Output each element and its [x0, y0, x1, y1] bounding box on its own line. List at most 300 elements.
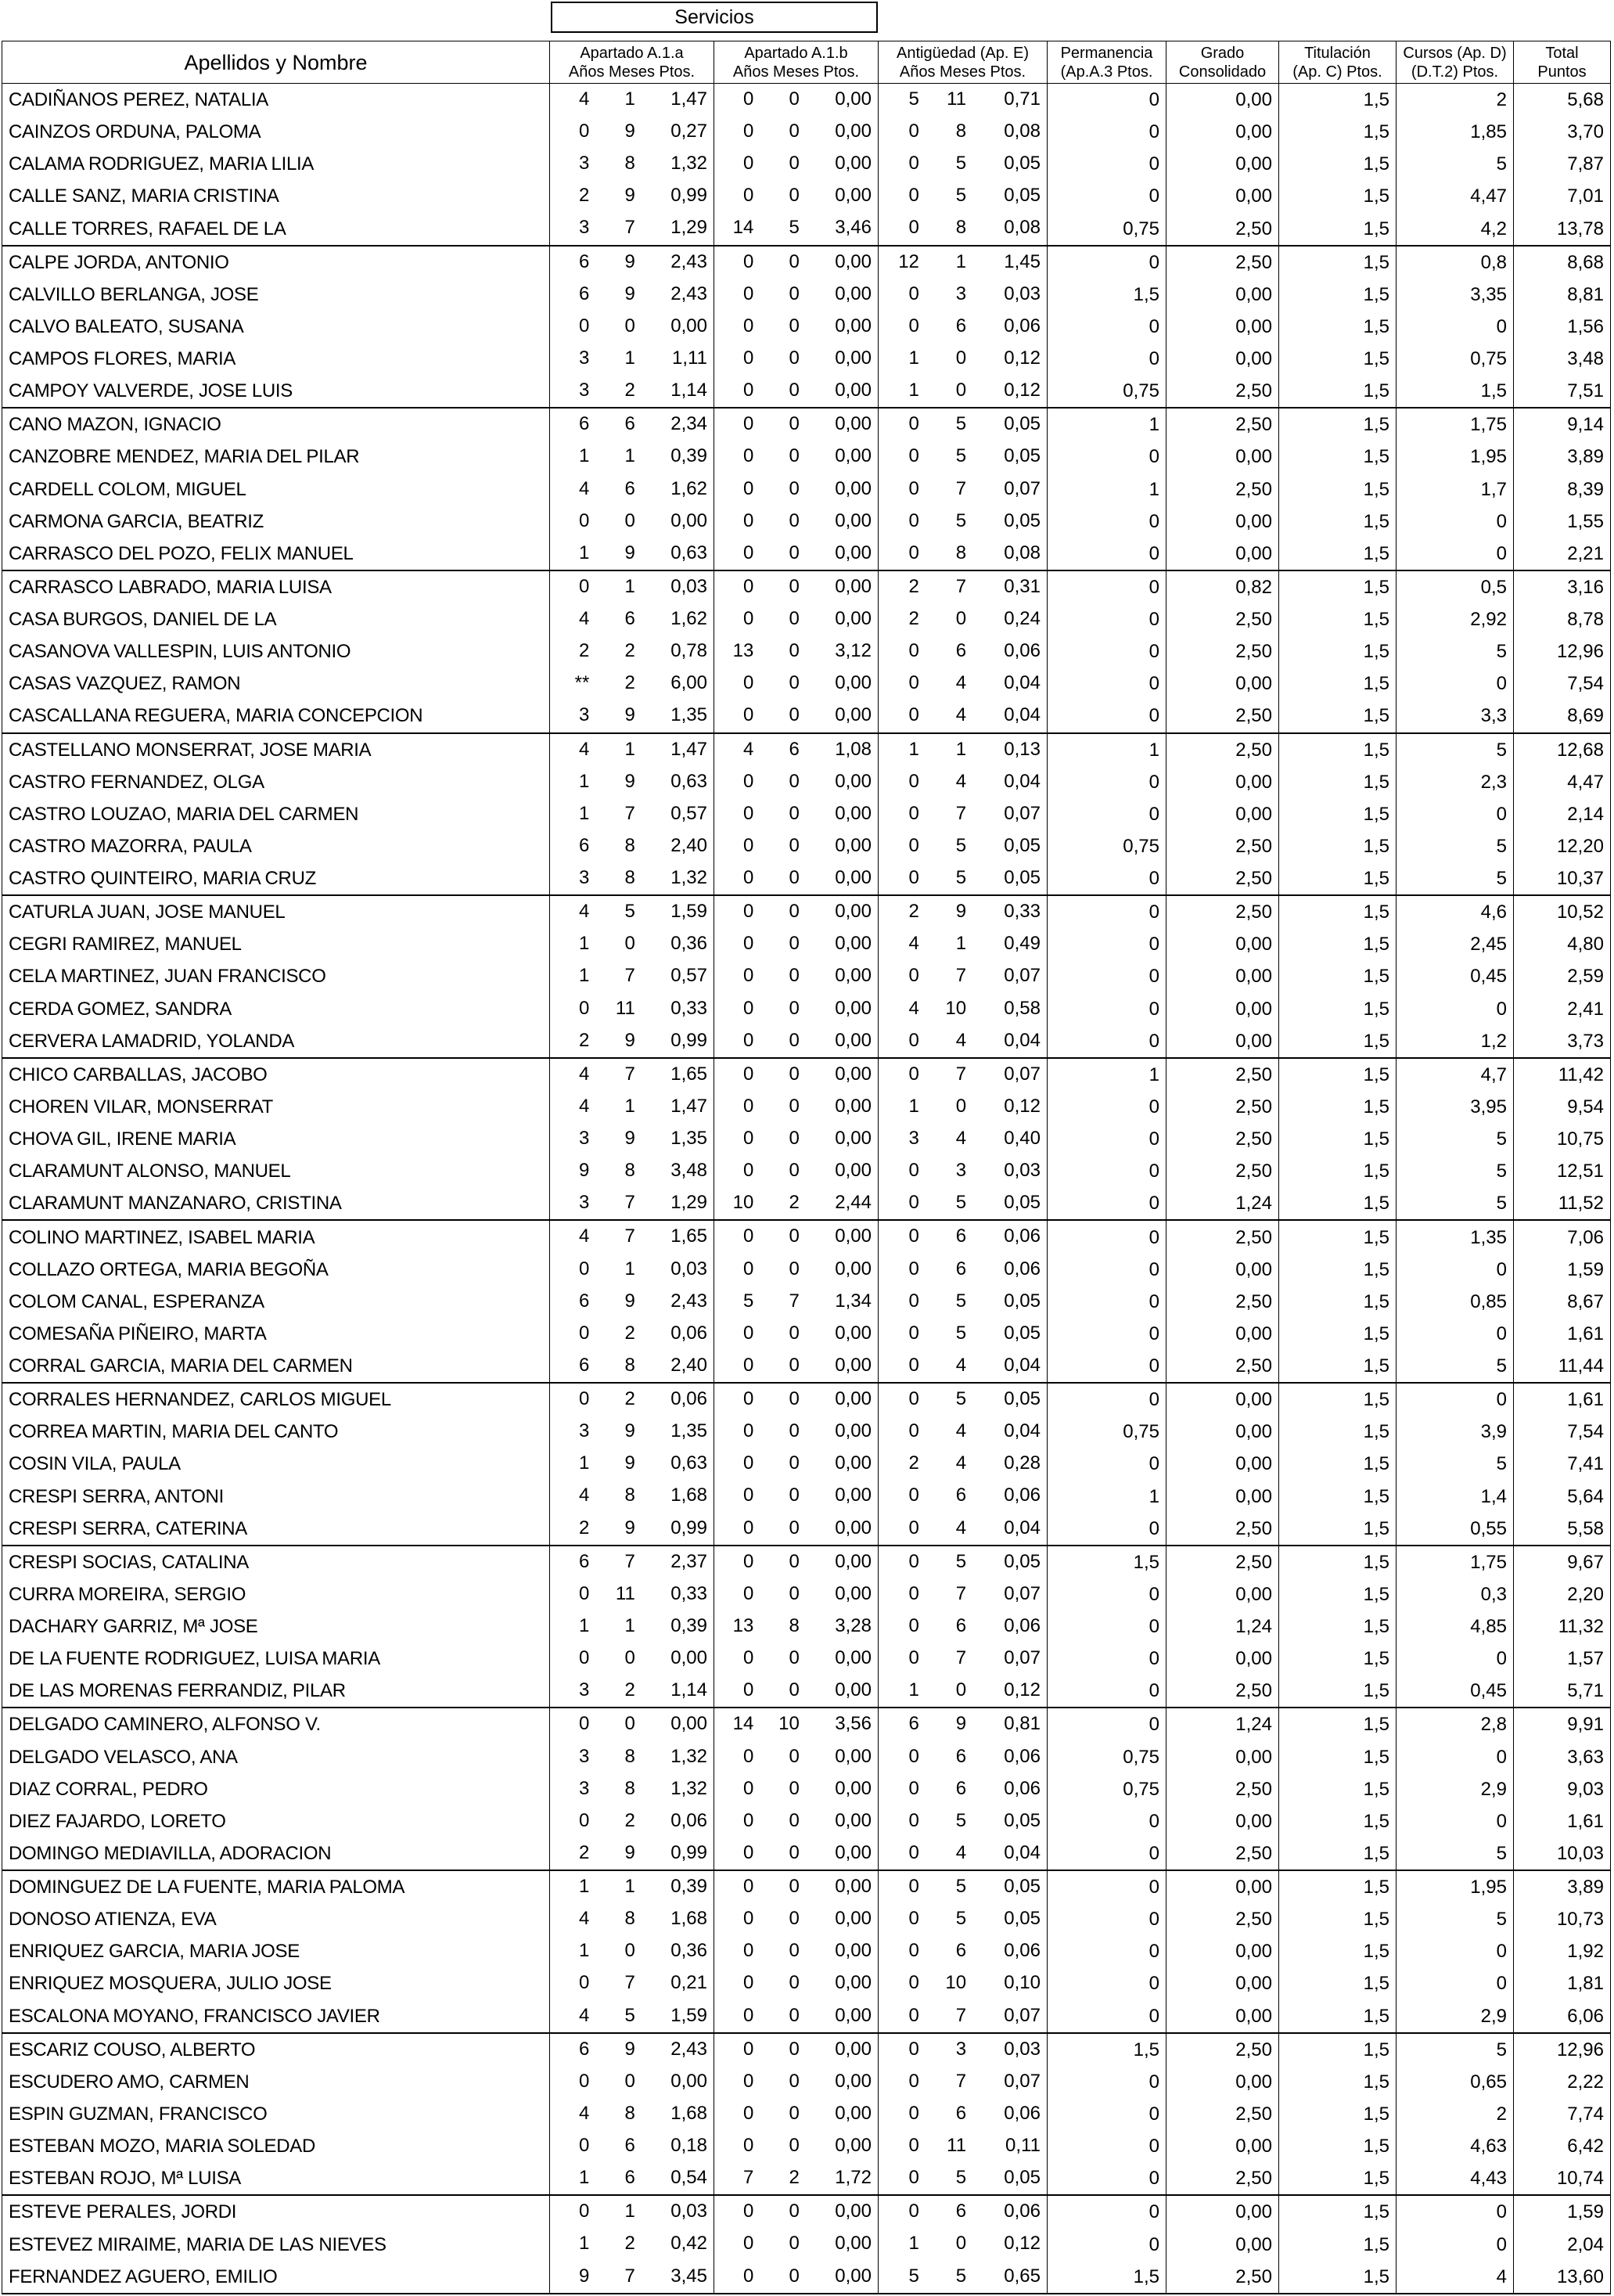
a1a-cell — [550, 506, 714, 538]
permanencia-cell: 0 — [1048, 148, 1166, 180]
a1b-cell-values — [714, 1254, 878, 1286]
months-cell: 5 — [955, 2265, 967, 2287]
antiguedad-cell — [879, 473, 1048, 506]
years-cell: 3 — [578, 867, 590, 889]
a1a-cell-values — [550, 1643, 714, 1675]
a1a-cell — [550, 1254, 714, 1286]
a1a-cell — [550, 1903, 714, 1935]
months-cell: 1 — [624, 445, 635, 467]
name-cell: CERDA GOMEZ, SANDRA — [2, 993, 550, 1025]
points-cell: 1,47 — [670, 1095, 707, 1117]
antiguedad-cell — [879, 212, 1048, 245]
points-cell: 0,00 — [835, 802, 872, 824]
a1a-cell — [550, 1578, 714, 1610]
name-cell: COLINO MARTINEZ, ISABEL MARIA — [2, 1220, 550, 1253]
a1a-cell-values — [550, 1254, 714, 1286]
titulacion-cell: 1,5 — [1279, 1903, 1397, 1935]
months-cell: 4 — [955, 1452, 967, 1474]
a1a-cell — [550, 603, 714, 635]
months-cell: 7 — [955, 965, 967, 987]
months-cell: 0 — [789, 1388, 800, 1410]
points-cell: 0,05 — [1004, 1192, 1041, 1214]
years-cell: 0 — [908, 2038, 919, 2060]
months-cell: 9 — [624, 121, 635, 142]
a1b-cell — [714, 700, 879, 732]
table-row — [2, 1155, 1611, 1187]
years-cell: 0 — [742, 1128, 754, 1150]
points-cell: 0,49 — [1004, 933, 1041, 955]
permanencia-cell: 0 — [1048, 570, 1166, 603]
months-cell: 0 — [789, 2233, 800, 2255]
points-cell: 0,24 — [1004, 608, 1041, 630]
points-cell: 0,06 — [1004, 1745, 1041, 1767]
months-cell: 8 — [624, 2102, 635, 2124]
table-row — [2, 473, 1611, 506]
name-cell: CAMPOS FLORES, MARIA — [2, 343, 550, 375]
col-a1a-header — [550, 41, 714, 84]
permanencia-cell: 0 — [1048, 668, 1166, 700]
months-cell: 11 — [947, 2135, 967, 2157]
grado-cell: 0,00 — [1166, 84, 1279, 117]
a1a-cell — [550, 895, 714, 928]
table-row — [2, 343, 1611, 375]
antiguedad-cell-values — [879, 279, 1047, 311]
name-cell: CORREA MARTIN, MARIA DEL CANTO — [2, 1416, 550, 1448]
a1b-cell — [714, 570, 879, 603]
points-cell: 0,99 — [670, 1517, 707, 1538]
antiguedad-cell-values — [879, 375, 1047, 407]
points-cell: 0,00 — [835, 315, 872, 336]
permanencia-cell: 0 — [1048, 116, 1166, 148]
antiguedad-cell-values — [879, 830, 1047, 862]
points-cell: 0,33 — [1004, 901, 1041, 923]
name-cell: DOMINGO MEDIAVILLA, ADORACION — [2, 1837, 550, 1870]
months-cell: 6 — [955, 640, 967, 662]
points-cell: 2,43 — [670, 283, 707, 304]
months-cell: 0 — [955, 1095, 967, 1117]
years-cell: 0 — [742, 1777, 754, 1799]
cursos-cell: 5 — [1397, 148, 1514, 180]
antiguedad-cell — [879, 1870, 1048, 1903]
grado-cell: 2,50 — [1166, 862, 1279, 895]
a1a-cell — [550, 635, 714, 668]
antiguedad-cell-values — [879, 1610, 1047, 1643]
points-cell: 0,07 — [1004, 1063, 1041, 1085]
years-cell: 3 — [578, 1777, 590, 1799]
grado-cell: 2,50 — [1166, 733, 1279, 766]
months-cell: 9 — [624, 1128, 635, 1150]
antiguedad-cell — [879, 1058, 1048, 1091]
months-cell: 4 — [955, 1517, 967, 1538]
a1b-cell — [714, 766, 879, 798]
col-antiguedad-header — [879, 41, 1048, 84]
months-cell: 0 — [789, 1420, 800, 1442]
points-cell: 0,40 — [1004, 1128, 1041, 1150]
a1b-cell — [714, 1058, 879, 1091]
total-cell: 4,47 — [1514, 766, 1611, 798]
a1b-cell — [714, 1091, 879, 1123]
grado-cell: 0,00 — [1166, 1578, 1279, 1610]
months-cell: 0 — [789, 315, 800, 336]
points-cell: 0,06 — [1004, 1225, 1041, 1247]
points-cell: 0,06 — [1004, 1484, 1041, 1506]
servicios-header: Servicios — [551, 2, 878, 33]
table-row — [2, 798, 1611, 830]
a1a-cell — [550, 1837, 714, 1870]
permanencia-cell: 0 — [1048, 1870, 1166, 1903]
years-cell: 1 — [908, 347, 919, 369]
permanencia-cell: 0 — [1048, 2195, 1166, 2228]
antiguedad-cell-values — [879, 343, 1047, 375]
years-cell: 0 — [742, 1029, 754, 1051]
years-cell: 1 — [578, 965, 590, 987]
permanencia-cell: 0 — [1048, 766, 1166, 798]
points-cell: 0,00 — [835, 1420, 872, 1442]
antiguedad-cell — [879, 2228, 1048, 2260]
months-cell: 0 — [789, 1322, 800, 1344]
cursos-cell: 2 — [1397, 2098, 1514, 2130]
months-cell: 7 — [624, 217, 635, 239]
cursos-cell: 4,2 — [1397, 212, 1514, 245]
table-row — [2, 766, 1611, 798]
years-cell: 1 — [578, 445, 590, 467]
a1b-cell-values — [714, 1513, 878, 1545]
titulacion-cell: 1,5 — [1279, 279, 1397, 311]
months-cell: 5 — [955, 867, 967, 889]
points-cell: 2,34 — [670, 413, 707, 435]
antiguedad-cell — [879, 343, 1048, 375]
cursos-cell: 4,47 — [1397, 180, 1514, 212]
antiguedad-cell-values — [879, 668, 1047, 700]
months-cell: 2 — [624, 1322, 635, 1344]
points-cell: 0,00 — [835, 1128, 872, 1150]
grado-cell: 2,50 — [1166, 830, 1279, 862]
antiguedad-cell — [879, 928, 1048, 960]
antiguedad-cell — [879, 1416, 1048, 1448]
antiguedad-cell-values — [879, 1416, 1047, 1448]
months-cell: 9 — [624, 1290, 635, 1312]
months-cell: 7 — [624, 965, 635, 987]
points-cell: 0,00 — [835, 1647, 872, 1669]
points-cell: 1,32 — [670, 1745, 707, 1767]
name-cell: DIEZ FAJARDO, LORETO — [2, 1805, 550, 1837]
permanencia-cell: 0 — [1048, 1903, 1166, 1935]
points-cell: 0,00 — [835, 1029, 872, 1051]
name-cell: CRESPI SERRA, ANTONI — [2, 1480, 550, 1512]
a1b-cell-values — [714, 1123, 878, 1155]
months-cell: 0 — [789, 1908, 800, 1930]
years-cell: 0 — [742, 608, 754, 630]
years-cell: 0 — [742, 867, 754, 889]
cursos-cell: 2,3 — [1397, 766, 1514, 798]
points-cell: 1,59 — [670, 2004, 707, 2026]
months-cell: 4 — [955, 672, 967, 694]
points-cell: 0,00 — [835, 1388, 872, 1410]
cursos-cell: 0,3 — [1397, 1578, 1514, 1610]
years-cell: 0 — [742, 1908, 754, 1930]
months-cell: 2 — [789, 1192, 800, 1214]
name-cell: CASTRO FERNANDEZ, OLGA — [2, 766, 550, 798]
titulacion-cell: 1,5 — [1279, 1935, 1397, 1967]
a1b-cell-values — [714, 1480, 878, 1512]
points-cell: 0,05 — [1004, 509, 1041, 531]
cursos-cell: 1,7 — [1397, 473, 1514, 506]
years-cell: 4 — [742, 738, 754, 760]
grado-cell: 0,82 — [1166, 570, 1279, 603]
table-row — [2, 279, 1611, 311]
points-cell: 3,45 — [670, 2265, 707, 2287]
years-cell: 0 — [742, 1063, 754, 1085]
a1a-cell-values — [550, 1059, 714, 1091]
years-cell: 1 — [578, 542, 590, 563]
years-cell: 0 — [908, 1388, 919, 1410]
a1a-cell-values — [550, 116, 714, 148]
months-cell: 9 — [624, 1517, 635, 1538]
months-cell: 5 — [955, 1908, 967, 1930]
total-cell: 7,74 — [1514, 2098, 1611, 2130]
months-cell: 2 — [624, 2233, 635, 2255]
total-cell: 1,92 — [1514, 1935, 1611, 1967]
cursos-cell: 1,35 — [1397, 1220, 1514, 1253]
years-cell: 0 — [908, 2167, 919, 2189]
a1a-cell-values — [550, 1805, 714, 1837]
permanencia-cell: 0 — [1048, 84, 1166, 117]
points-cell: 0,00 — [835, 250, 872, 272]
titulacion-cell: 1,5 — [1279, 1058, 1397, 1091]
a1b-cell-values — [714, 1805, 878, 1837]
points-cell: 2,43 — [670, 250, 707, 272]
name-cell: ESTEBAN ROJO, Mª LUISA — [2, 2162, 550, 2195]
points-cell: 1,29 — [670, 217, 707, 239]
name-cell: CRESPI SOCIAS, CATALINA — [2, 1546, 550, 1578]
years-cell: 1 — [578, 1452, 590, 1474]
name-cell: CASA BURGOS, DANIEL DE LA — [2, 603, 550, 635]
a1a-cell-values — [550, 1384, 714, 1416]
antiguedad-cell — [879, 2261, 1048, 2294]
months-cell: 2 — [624, 672, 635, 694]
points-cell: 0,00 — [835, 1225, 872, 1247]
name-cell: CHICO CARBALLAS, JACOBO — [2, 1058, 550, 1091]
years-cell: 0 — [908, 2102, 919, 2124]
total-cell: 7,54 — [1514, 668, 1611, 700]
cursos-cell: 0,8 — [1397, 246, 1514, 279]
cursos-cell: 5 — [1397, 830, 1514, 862]
a1a-cell — [550, 700, 714, 732]
titulacion-cell: 1,5 — [1279, 2162, 1397, 2195]
points-cell: 0,00 — [835, 933, 872, 955]
points-cell: 0,04 — [1004, 1420, 1041, 1442]
points-cell: 1,14 — [670, 380, 707, 401]
a1a-cell-values — [550, 1741, 714, 1773]
months-cell: 0 — [789, 1160, 800, 1182]
antiguedad-cell-values — [879, 1318, 1047, 1350]
points-cell: 0,63 — [670, 542, 707, 563]
points-cell: 0,08 — [1004, 121, 1041, 142]
a1b-cell-values — [714, 180, 878, 212]
antiguedad-cell-values — [879, 862, 1047, 894]
total-cell: 12,96 — [1514, 635, 1611, 668]
years-cell: 2 — [578, 185, 590, 207]
months-cell: 0 — [789, 1452, 800, 1474]
titulacion-cell: 1,5 — [1279, 1254, 1397, 1286]
years-cell: 0 — [578, 1582, 590, 1604]
antiguedad-cell-values — [879, 2000, 1047, 2032]
years-cell: 0 — [578, 1713, 590, 1735]
name-cell: CALVO BALEATO, SUSANA — [2, 311, 550, 343]
name-cell: CALPE JORDA, ANTONIO — [2, 246, 550, 279]
permanencia-cell: 1 — [1048, 408, 1166, 441]
points-cell: 0,21 — [670, 1972, 707, 1994]
antiguedad-cell — [879, 1187, 1048, 1220]
total-cell: 3,70 — [1514, 116, 1611, 148]
months-cell: 0 — [789, 1745, 800, 1767]
years-cell: 0 — [742, 1160, 754, 1182]
total-cell: 1,57 — [1514, 1643, 1611, 1675]
years-cell: 0 — [742, 1745, 754, 1767]
grado-cell: 0,00 — [1166, 148, 1279, 180]
grado-cell: 2,50 — [1166, 700, 1279, 732]
a1a-cell-values — [550, 1480, 714, 1512]
grado-cell: 0,00 — [1166, 1480, 1279, 1512]
antiguedad-cell-values — [879, 1480, 1047, 1512]
antiguedad-cell-values — [879, 1837, 1047, 1870]
grado-cell: 0,00 — [1166, 2000, 1279, 2033]
years-cell: 14 — [732, 1713, 754, 1735]
a1b-cell — [714, 538, 879, 570]
points-cell: 0,06 — [1004, 2102, 1041, 2124]
points-cell: 0,03 — [1004, 1160, 1041, 1182]
months-cell: 4 — [955, 1354, 967, 1376]
years-cell: 0 — [908, 1029, 919, 1051]
months-cell: 7 — [624, 1972, 635, 1994]
table-row — [2, 603, 1611, 635]
a1b-cell — [714, 1578, 879, 1610]
antiguedad-cell — [879, 1773, 1048, 1805]
titulacion-cell: 1,5 — [1279, 733, 1397, 766]
table-row — [2, 1480, 1611, 1512]
table-row — [2, 506, 1611, 538]
years-cell: 0 — [742, 185, 754, 207]
antiguedad-cell-values — [879, 2034, 1047, 2066]
name-cell: CARDELL COLOM, MIGUEL — [2, 473, 550, 506]
a1b-cell-values — [714, 2098, 878, 2130]
name-cell: CAMPOY VALVERDE, JOSE LUIS — [2, 375, 550, 408]
a1a-cell-values — [550, 896, 714, 928]
years-cell: 3 — [578, 217, 590, 239]
months-cell: 6 — [955, 1745, 967, 1767]
grado-cell: 2,50 — [1166, 2033, 1279, 2066]
scores-table — [2, 41, 1611, 2294]
cursos-cell: 2,92 — [1397, 603, 1514, 635]
name-cell: CALLE SANZ, MARIA CRISTINA — [2, 180, 550, 212]
titulacion-cell: 1,5 — [1279, 180, 1397, 212]
months-cell: 0 — [789, 2070, 800, 2092]
total-cell: 12,96 — [1514, 2033, 1611, 2066]
months-cell: 0 — [789, 834, 800, 856]
antiguedad-cell — [879, 635, 1048, 668]
antiguedad-cell-values — [879, 212, 1047, 244]
total-cell: 9,67 — [1514, 1546, 1611, 1578]
points-cell: 0,07 — [1004, 965, 1041, 987]
points-cell: 0,00 — [835, 1940, 872, 1962]
a1b-cell — [714, 1773, 879, 1805]
a1a-cell — [550, 1741, 714, 1773]
points-cell: 0,99 — [670, 1029, 707, 1051]
years-cell: 0 — [908, 672, 919, 694]
cursos-cell: 4,6 — [1397, 895, 1514, 928]
points-cell: 0,00 — [835, 867, 872, 889]
points-cell: 1,68 — [670, 2102, 707, 2124]
points-cell: 6,00 — [670, 672, 707, 694]
years-cell: 3 — [578, 153, 590, 175]
a1a-cell-values — [550, 668, 714, 700]
a1b-cell — [714, 603, 879, 635]
total-cell: 1,59 — [1514, 2195, 1611, 2228]
points-cell: 0,00 — [835, 1322, 872, 1344]
name-cell: CRESPI SERRA, CATERINA — [2, 1513, 550, 1546]
total-cell: 13,60 — [1514, 2261, 1611, 2294]
grado-cell: 0,00 — [1166, 116, 1279, 148]
a1b-cell-values — [714, 506, 878, 538]
antiguedad-cell-values — [879, 1708, 1047, 1740]
grado-cell: 0,00 — [1166, 441, 1279, 473]
table-row — [2, 993, 1611, 1025]
antiguedad-cell-values — [879, 1091, 1047, 1123]
antiguedad-cell — [879, 2162, 1048, 2195]
titulacion-cell: 1,5 — [1279, 570, 1397, 603]
name-cell: CASAS VAZQUEZ, RAMON — [2, 668, 550, 700]
points-cell: 2,43 — [670, 1290, 707, 1312]
a1b-cell-values — [714, 1741, 878, 1773]
months-cell: 0 — [789, 867, 800, 889]
points-cell: 0,00 — [835, 380, 872, 401]
points-cell: 0,00 — [835, 834, 872, 856]
months-cell: 4 — [955, 1841, 967, 1863]
antiguedad-cell-values — [879, 1448, 1047, 1480]
years-cell: 2 — [908, 575, 919, 597]
years-cell: 5 — [908, 88, 919, 110]
points-cell: 0,00 — [670, 315, 707, 336]
name-cell: ESTEVEZ MIRAIME, MARIA DE LAS NIEVES — [2, 2228, 550, 2260]
table-row — [2, 1967, 1611, 1999]
a1b-cell-values — [714, 1286, 878, 1318]
years-cell: 0 — [742, 1420, 754, 1442]
name-cell: CADIÑANOS PEREZ, NATALIA — [2, 84, 550, 117]
months-cell: 0 — [789, 1647, 800, 1669]
months-cell: 7 — [955, 2070, 967, 2092]
header-line: Años Meses Ptos. — [899, 63, 1026, 81]
months-cell: 0 — [624, 1940, 635, 1962]
months-cell: 5 — [624, 901, 635, 923]
permanencia-cell: 0 — [1048, 1286, 1166, 1318]
total-cell: 10,37 — [1514, 862, 1611, 895]
antiguedad-cell — [879, 180, 1048, 212]
years-cell: 3 — [578, 347, 590, 369]
permanencia-cell: 1 — [1048, 473, 1166, 506]
a1b-cell — [714, 1903, 879, 1935]
antiguedad-cell-values — [879, 408, 1047, 441]
points-cell: 0,04 — [1004, 1517, 1041, 1538]
points-cell: 0,06 — [1004, 1615, 1041, 1636]
months-cell: 7 — [624, 802, 635, 824]
months-cell: 6 — [955, 1484, 967, 1506]
years-cell: 0 — [908, 1940, 919, 1962]
months-cell: 0 — [624, 509, 635, 531]
years-cell: 1 — [908, 1679, 919, 1701]
a1a-cell — [550, 1513, 714, 1546]
points-cell: 0,05 — [1004, 1876, 1041, 1898]
total-cell: 3,48 — [1514, 343, 1611, 375]
